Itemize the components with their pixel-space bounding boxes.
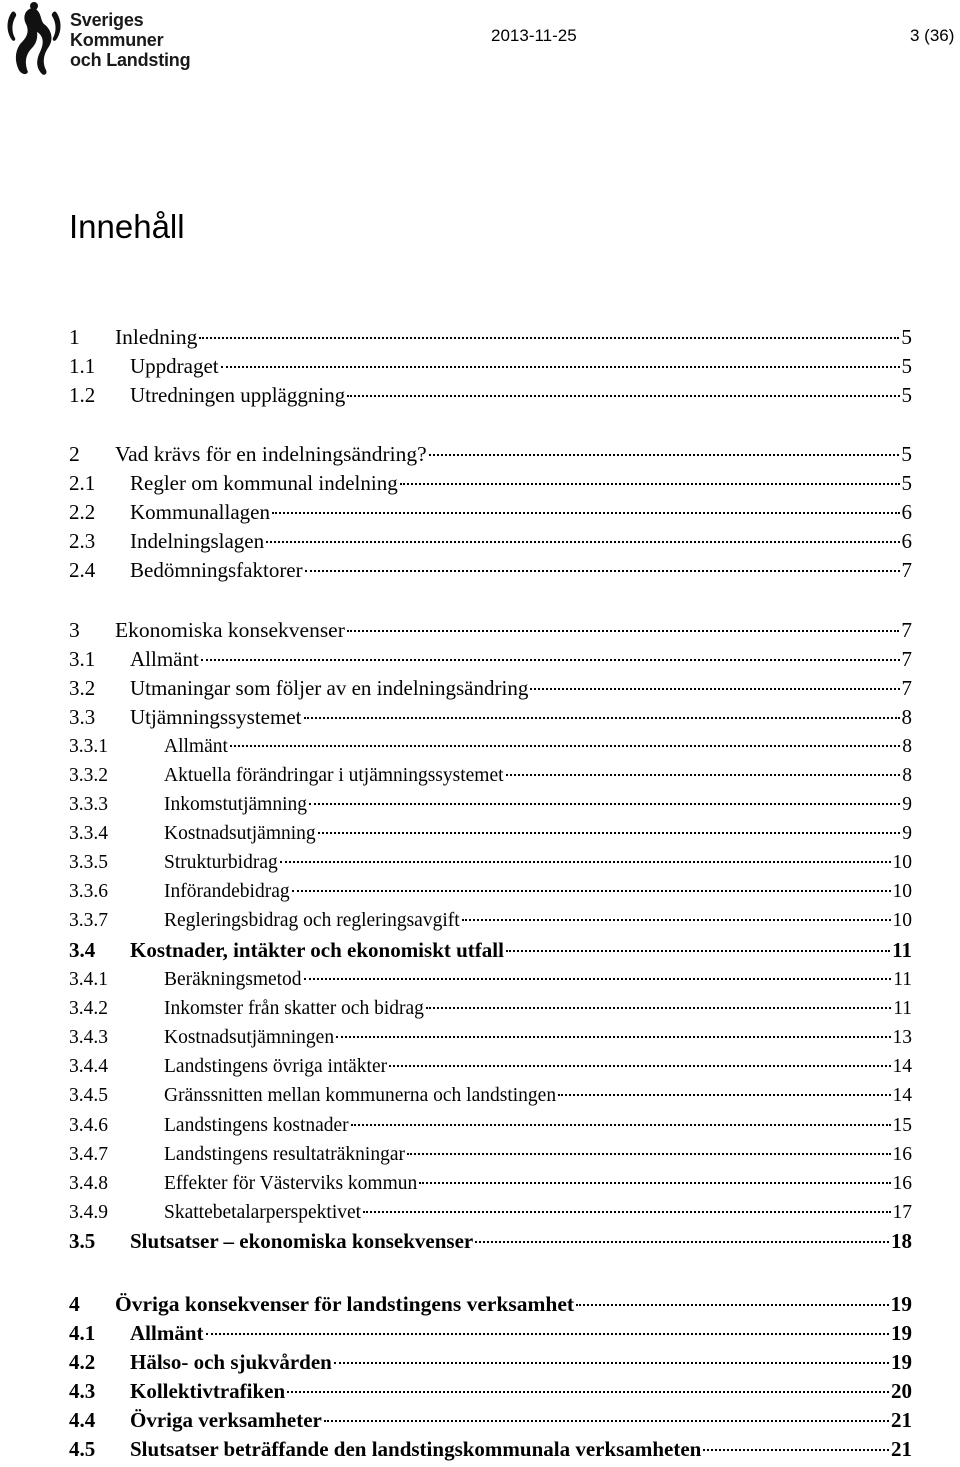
toc-entry-label: Övriga konsekvenser för landstingens verksamhet — [115, 1292, 575, 1316]
toc-entry-page: 20 — [891, 1379, 912, 1403]
toc-entry-page: 5 — [901, 383, 912, 407]
toc-entry-label: Kostnadsutjämning — [164, 823, 316, 844]
toc-entry-number: 4.5 — [69, 1437, 96, 1461]
toc-entry-number: 2.1 — [69, 471, 96, 495]
toc-entry-page: 13 — [892, 1027, 912, 1048]
toc-entry[interactable] — [69, 352, 912, 381]
toc-dot-leader — [363, 1211, 890, 1213]
toc-entry-label: Slutsatser beträffande den landstingskommunala verksamheten — [130, 1437, 702, 1461]
toc-entry-page: 5 — [901, 471, 912, 495]
toc-entry-page: 8 — [902, 765, 912, 786]
toc-dot-leader — [292, 890, 891, 892]
toc-entry-label: Hälso- och sjukvården — [130, 1350, 332, 1374]
toc-entry-number: 3.2 — [69, 676, 96, 700]
toc-dot-leader — [280, 861, 891, 863]
toc-entry-number: 3.4.1 — [69, 969, 108, 990]
toc-entry-page: 19 — [891, 1321, 912, 1345]
toc-entry-label: Uppdraget — [130, 354, 219, 378]
toc-entry-label: Landstingens kostnader — [164, 1115, 349, 1136]
toc-entry-label: Allmänt — [130, 1321, 204, 1345]
toc-entry-label: Effekter för Västerviks kommun — [164, 1173, 418, 1194]
toc-entry[interactable] — [69, 1406, 912, 1435]
toc-entry-label: Landstingens resultaträkningar — [164, 1144, 405, 1165]
toc-entry-number: 3.3.4 — [69, 823, 108, 844]
toc-entry[interactable] — [69, 1052, 912, 1081]
toc-entry-label: Regleringsbidrag och regleringsavgift — [164, 910, 460, 931]
toc-entry-number: 3.3.5 — [69, 852, 108, 873]
toc-dot-leader — [206, 1333, 890, 1335]
toc-entry-label: Aktuella förändringar i utjämningssystemet — [164, 765, 504, 786]
toc-dot-leader — [336, 1036, 890, 1038]
toc-entry[interactable] — [69, 1140, 912, 1169]
toc-dot-leader — [221, 366, 900, 368]
toc-entry-page: 18 — [891, 1229, 912, 1253]
toc-entry-page: 14 — [892, 1056, 912, 1077]
toc-dot-leader — [304, 978, 892, 980]
toc-entry[interactable] — [69, 1319, 912, 1348]
toc-entry-number: 3.1 — [69, 647, 96, 671]
toc-entry-label: Slutsatser – ekonomiska konsekvenser — [130, 1229, 474, 1253]
toc-entry[interactable] — [69, 761, 912, 790]
toc-dot-leader — [475, 1241, 889, 1243]
toc-entry-label: Bedömningsfaktorer — [130, 558, 303, 582]
toc-entry[interactable] — [69, 498, 912, 527]
toc-entry-page: 6 — [901, 500, 912, 524]
toc-dot-leader — [426, 1007, 891, 1009]
toc-entry-number: 3.5 — [69, 1229, 96, 1253]
toc-entry-number: 3.3.6 — [69, 881, 108, 902]
toc-entry-label: Skattebetalarperspektivet — [164, 1202, 362, 1223]
toc-entry-label: Kostnadsutjämningen — [164, 1027, 335, 1048]
toc-entry-page: 7 — [901, 618, 912, 642]
toc-entry[interactable] — [69, 1111, 912, 1140]
toc-entry-label: Indelningslagen — [130, 529, 265, 553]
toc-entry-number: 3.4.8 — [69, 1173, 108, 1194]
toc-entry-label: Beräkningsmetod — [164, 969, 302, 990]
toc-dot-leader — [530, 688, 899, 690]
toc-entry-page: 5 — [901, 325, 912, 349]
toc-entry[interactable] — [69, 381, 912, 410]
toc-dot-leader — [305, 570, 900, 572]
toc-entry[interactable] — [69, 732, 912, 761]
toc-entry[interactable] — [69, 848, 912, 877]
toc-entry-number: 3 — [69, 618, 80, 642]
toc-entry-page: 5 — [901, 442, 912, 466]
skl-logo — [4, 2, 194, 78]
toc-entry-page: 10 — [892, 881, 912, 902]
toc-entry-label: Strukturbidrag — [164, 852, 278, 873]
toc-entry-number: 1.2 — [69, 383, 96, 407]
toc-entry-label: Inledning — [115, 325, 198, 349]
logo-line-2: Kommuner — [70, 30, 164, 50]
toc-dot-leader — [201, 659, 900, 661]
logo-line-3: och Landsting — [70, 50, 191, 70]
logo-wordmark — [70, 10, 190, 70]
toc-entry-number: 4.4 — [69, 1408, 96, 1432]
toc-entry-page: 21 — [891, 1437, 912, 1461]
toc-entry-page: 21 — [891, 1408, 912, 1432]
toc-entry-label: Allmänt — [164, 736, 228, 757]
toc-entry[interactable] — [69, 527, 912, 556]
toc-entry-label: Inkomster från skatter och bidrag — [164, 998, 424, 1019]
toc-dot-leader — [407, 1153, 891, 1155]
toc-entry-label: Kommunallagen — [130, 500, 270, 524]
toc-entry-page: 19 — [891, 1350, 912, 1374]
toc-dot-leader — [506, 774, 901, 776]
toc-entry-number: 3.3.2 — [69, 765, 108, 786]
toc-entry[interactable] — [69, 1227, 912, 1256]
toc-entry[interactable] — [69, 440, 912, 469]
toc-entry[interactable] — [69, 1435, 912, 1464]
toc-entry-number: 3.4 — [69, 938, 96, 962]
toc-entry[interactable] — [69, 1169, 912, 1198]
toc-entry[interactable] — [69, 819, 912, 848]
toc-entry-label: Kostnader, intäkter och ekonomiskt utfall — [130, 938, 504, 962]
toc-entry-number: 3.3 — [69, 705, 96, 729]
toc-dot-leader — [703, 1449, 889, 1451]
toc-dot-leader — [199, 337, 899, 339]
toc-dot-leader — [462, 919, 891, 921]
toc-dot-leader — [400, 483, 900, 485]
toc-entry-label: Utjämningssystemet — [130, 705, 302, 729]
toc-dot-leader — [389, 1065, 890, 1067]
toc-entry-number: 3.4.7 — [69, 1144, 108, 1165]
toc-dot-leader — [347, 395, 899, 397]
toc-dot-leader — [351, 1124, 891, 1126]
toc-dot-leader — [576, 1304, 888, 1306]
toc-entry-number: 2.3 — [69, 529, 96, 553]
toc-entry-page: 11 — [892, 938, 912, 962]
toc-entry[interactable] — [69, 790, 912, 819]
toc-entry-label: Utmaningar som följer av en indelningsändring — [130, 676, 529, 700]
toc-entry-number: 2.2 — [69, 500, 96, 524]
toc-dot-leader — [334, 1362, 889, 1364]
toc-dot-leader — [429, 454, 900, 456]
toc-entry[interactable] — [69, 936, 912, 965]
toc-entry-label: Landstingens övriga intäkter — [164, 1056, 388, 1077]
toc-entry-number: 4 — [69, 1292, 80, 1316]
toc-entry[interactable] — [69, 469, 912, 498]
toc-entry[interactable] — [69, 1198, 912, 1227]
toc-entry-number: 4.2 — [69, 1350, 96, 1374]
toc-entry-page: 16 — [892, 1173, 912, 1194]
toc-entry-label: Kollektivtrafiken — [130, 1379, 286, 1403]
toc-entry[interactable] — [69, 1023, 912, 1052]
toc-entry-page: 8 — [901, 705, 912, 729]
toc-entry-page: 6 — [901, 529, 912, 553]
toc-entry-label: Vad krävs för en indelningsändring? — [115, 442, 427, 466]
toc-entry-number: 4.3 — [69, 1379, 96, 1403]
toc-entry-number: 3.3.1 — [69, 736, 108, 757]
toc-entry[interactable] — [69, 616, 912, 645]
page-title: Innehåll — [69, 208, 185, 245]
toc-entry-number: 1 — [69, 325, 80, 349]
toc-dot-leader — [287, 1391, 889, 1393]
toc-entry-label: Allmänt — [130, 647, 199, 671]
toc-entry[interactable] — [69, 994, 912, 1023]
toc-entry-page: 9 — [902, 794, 912, 815]
toc-entry-number: 3.4.3 — [69, 1027, 108, 1048]
toc-dot-leader — [558, 1094, 890, 1096]
toc-entry[interactable] — [69, 556, 912, 585]
toc-entry[interactable] — [69, 674, 912, 703]
toc-entry-number: 3.3.3 — [69, 794, 108, 815]
toc-entry-number: 3.4.5 — [69, 1085, 108, 1106]
toc-dot-leader — [347, 630, 899, 632]
toc-entry-number: 3.3.7 — [69, 910, 108, 931]
toc-entry-number: 3.4.9 — [69, 1202, 108, 1223]
toc-dot-leader — [506, 950, 890, 952]
toc-entry[interactable] — [69, 1081, 912, 1110]
toc-entry-number: 3.4.6 — [69, 1115, 108, 1136]
toc-entry-number: 2 — [69, 442, 80, 466]
toc-entry[interactable] — [69, 703, 912, 732]
toc-entry-number: 3.4.4 — [69, 1056, 108, 1077]
toc-entry-page: 11 — [893, 998, 912, 1019]
toc-entry-number: 2.4 — [69, 558, 96, 582]
toc-entry-page: 15 — [892, 1115, 912, 1136]
toc-entry[interactable] — [69, 1377, 912, 1406]
toc-entry-number: 1.1 — [69, 354, 96, 378]
toc-entry-page: 5 — [901, 354, 912, 378]
toc-entry-page: 7 — [901, 676, 912, 700]
toc-entry-page: 11 — [893, 969, 912, 990]
toc-dot-leader — [230, 745, 900, 747]
toc-entry-number: 3.4.2 — [69, 998, 108, 1019]
toc-entry-label: Utredningen uppläggning — [130, 383, 346, 407]
toc-entry-page: 9 — [902, 823, 912, 844]
toc-dot-leader — [304, 717, 900, 719]
toc-entry[interactable] — [69, 1290, 912, 1319]
toc-entry-label: Införandebidrag — [164, 881, 290, 902]
toc-entry-page: 14 — [892, 1085, 912, 1106]
toc-dot-leader — [318, 832, 901, 834]
toc-entry-page: 10 — [892, 852, 912, 873]
toc-dot-leader — [266, 541, 899, 543]
toc-entry-number: 4.1 — [69, 1321, 96, 1345]
toc-entry-page: 7 — [901, 647, 912, 671]
toc-dot-leader — [419, 1182, 890, 1184]
toc-entry[interactable] — [69, 965, 912, 994]
logo-line-1: Sveriges — [70, 10, 144, 30]
toc-entry-label: Gränssnitten mellan kommunerna och landstingen — [164, 1085, 557, 1106]
toc-entry-page: 17 — [892, 1202, 912, 1223]
toc-entry-label: Ekonomiska konsekvenser — [115, 618, 345, 642]
toc-entry-label: Inkomstutjämning — [164, 794, 307, 815]
toc-entry-label: Regler om kommunal indelning — [130, 471, 398, 495]
skl-emblem-icon — [4, 2, 66, 78]
toc-entry[interactable] — [69, 323, 912, 352]
toc-entry[interactable] — [69, 645, 912, 674]
toc-entry-page: 7 — [901, 558, 912, 582]
header-date: 2013-11-25 — [491, 26, 577, 45]
toc-dot-leader — [272, 512, 900, 514]
toc-entry[interactable] — [69, 877, 912, 906]
toc-entry[interactable] — [69, 1348, 912, 1377]
toc-entry[interactable] — [69, 906, 912, 935]
toc-entry-page: 19 — [890, 1292, 912, 1316]
toc-dot-leader — [309, 803, 900, 805]
toc-entry-page: 16 — [892, 1144, 912, 1165]
header-page-indicator: 3 (36) — [910, 26, 955, 45]
toc-entry-label: Övriga verksamheter — [130, 1408, 322, 1432]
toc-dot-leader — [324, 1420, 889, 1422]
toc-entry-page: 10 — [892, 910, 912, 931]
toc-entry-page: 8 — [902, 736, 912, 757]
page-header — [0, 0, 960, 90]
